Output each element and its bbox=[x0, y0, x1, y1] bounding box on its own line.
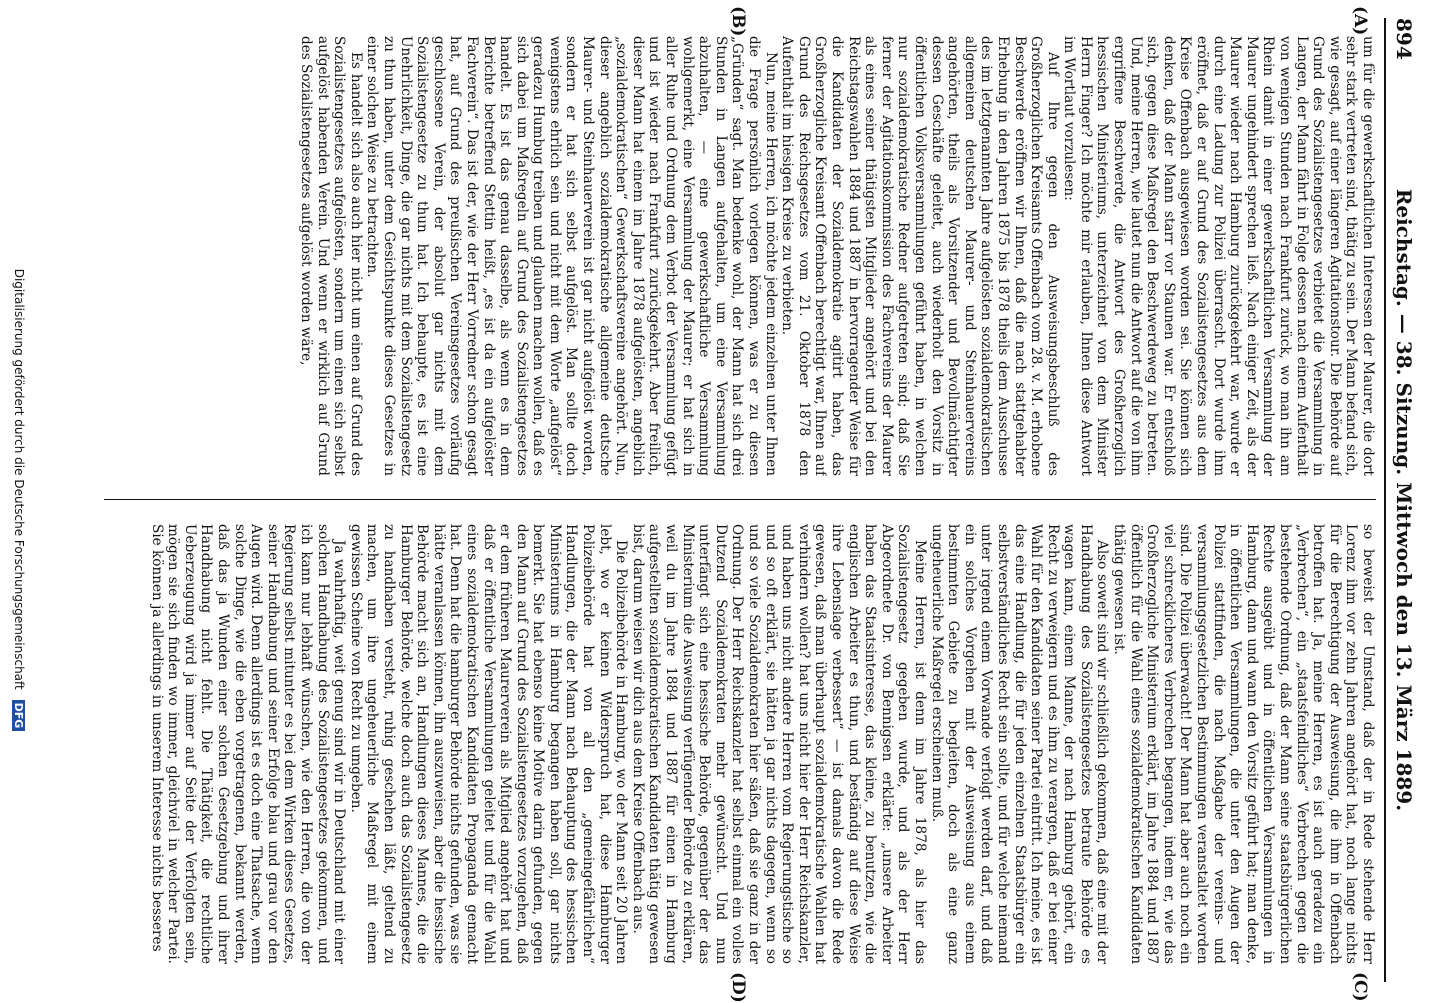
page-header bbox=[1388, 18, 1416, 982]
paragraph: Es handelt sich also auch hier nicht um einen auf Grund des Sozialistengesetzes aufgelösten, sondern um einen sich selbst aufgelöst habenden Verein. Und wenn er wirklich auf Grund des Sozialistengesetzes aufgelöst worden wäre, bbox=[298, 36, 364, 476]
page-number: 894 bbox=[1392, 18, 1416, 60]
page-title: Reichstag. — 38. Sitzung. Mittwoch den 13. März 1889. bbox=[1392, 188, 1416, 812]
margin-marker-a: (A) bbox=[1350, 6, 1370, 36]
paragraph: so beweist der Umstand, daß der in Rede stehende Herr Lorenz ihm vor zehn Jahren angehört hat, noch lange nichts für die Berechtigung der Ausweisung, die ihm in Offenbach betroffen hat. Ja, meine Herren, es ist auch geradezu ein „Verbrechen“, ein „staatsfeindliches“ Verbrechen gegen die bestehende Ordnung, daß der Mann seine staatsbürgerlichen Rechte ausgeübt und in öffentlichen Versammlungen in Hamburg, dann und wann den Vorsitz geführt hat; man denke, in öffentlichen Versammlungen, die unter den Augen der Polizei stattfinden, die nach Maßgabe der vereins- und versammlungsgesetzlichen Bestimmungen veranstaltet worden sind. Die Polizei überwacht! Der Mann hat aber auch noch ein viel schrecklicheres Verbrechen begangen, indem er, wie das Großherzogliche Ministerium erklärt, im Jahre 1884 und 1887 öffentlich für die Wahl eines sozialdemokratischen Kandidaten thätig gewesen ist. bbox=[1111, 524, 1376, 964]
paragraph: Nun, meine Herren, ich möchte jedem einzelnen unter Ihnen die Frage persönlich vorlegen können, was er zu diesen „Gründen“ sagt. Man bedenke wohl, der Mann hat sich drei Stunden in Langen aufgehalten, um eine Versammlung abzuhalten, — eine gewerkschaftliche Versammlung wohlgemerkt, eine Versammlung der Maurer; er hat sich in aller Ruhe und Ordnung dem Verbot der Versammlung gefügt und ist wieder nach Frankfurt zurückgekehrt. Aber freilich, dieser Mann hat einem im Jahre 1878 aufgelösten, angeblich „sozialdemokratischen“ Gewerkschaftsvereine angehört. Nun, dieser angeblich sozialdemokratische allgemeine deutsche Maurer- und Steinhauerverein ist gar nicht aufgelöst worden, sondern er hat sich selbst aufgelöst. Man sollte doch wenigstens ehrlich sein und nicht mit dem Worte „aufgelöst“ geradezu Humbug treiben und glauben machen wollen, daß es sich dabei um Maßregeln auf Grund des Sozialistengesetzes handelt. Es ist das genau dasselbe, als wenn es in dem Berichte betreffend Stettin heißt, „es ist da ein aufgelöster Fachverein“. Das ist der, wie der Herr Vorredner schon gesagt hat, auf Grund des preußischen Vereinsgesetzes vorläufig geschlossene Verein, der absolut gar nichts mit dem Sozialistengesetze zu thun hat. Ich behaupte, es ist eine Unehrlichkeit, Dinge, die gar nichts mit dem Sozialistengesetz zu thun haben, unter dem Gesichtspunkte dieses Gesetzes in einer solchen Weise zu betrachten. bbox=[364, 36, 779, 476]
left-column bbox=[104, 36, 1376, 476]
paragraph: um für die gewerkschaftlichen Interessen der Maurer, die dort sehr stark vertreten sind, thätig zu sein. Der Mann befand sich, wie gesagt, auf einer längeren Agitationstour. Die Behörde auf Grund des Sozialistengesetzes verbietet die Versammlung in Langen, der Mann fährt in Folge dessen nach einem Aufenthalt von wenigen Stunden nach Frankfurt zurück, wo man ihn am Rhein damit in einer gewerkschaftlichen Versammlung der Maurer ungehindert sprechen ließ. Nach einiger Zeit, als der Maurer wieder nach Hamburg zurückgekehrt war, wurde er durch eine Ladung zur Polizei überrascht. Dort wurde ihm eröffnet, daß er auf Grund des Sozialistengesetzes aus dem Kreise Offenbach ausgewiesen worden sei. Sie können sich denken, daß der Mann starr vor Staunen war. Er entschloß sich, gegen diese Maßregel den Beschwerdeweg zu betreten. Und, meine Herren, wie lautet nun die Antwort auf die von ihm ergriffene Beschwerde, die Antwort des Großherzoglich hessischen Ministeriums, unterzeichnet von dem Minister Herrn Finger? Ich möchte mir erlauben, Ihnen diese Antwort im Wortlaut vorzulesen: bbox=[1061, 36, 1376, 476]
footer-text: Digitalisierung gefördert durch die Deutsche Forschungsgemeinschaft bbox=[12, 268, 26, 690]
right-column bbox=[104, 524, 1376, 964]
margin-marker-c: (C) bbox=[1350, 972, 1370, 1002]
header-rule bbox=[1384, 18, 1386, 982]
paragraph: Meine Herren, ist denn im Jahre 1878, als hier das Sozialistengesetz gegeben wurde, und als der Herr Abgeordnete Dr. von Bennigsen erklärte: „unsere Arbeiter haben das Staatsinteresse, das kleine, zu benutzen, wie die englischen Arbeiter es thun, und beständig auf diese Weise ihre Lebenslage verbessert“ — ist damals davon die Rede gewesen, daß man überhaupt sozialdemokratische Wahlen hat verhindern wollen? hat uns nicht hier der Herr Reichskanzler, und haben uns nicht andere Herren vom Regierungstische so und so oft erklärt, sie hätten ja gar nichts dagegen, wenn so und so viele Sozialdemokraten hier säßen, daß sie ganz in der Ordnung. Der Herr Reichskanzler hat selbst einmal ein volles Dutzend Sozialdemokraten mehr gewünscht. Und nun unterfängt sich eine hessische Behörde, gegenüber der das Ministerium die Ausweisung verfügender Behörde zu erklären, weil du im Jahre 1884 und 1887 für einen in Hamburg aufgestellten sozialdemokratischen Kandidaten thätig gewesen bist, darum weisen wir dich aus dem Kreise Offenbach aus. bbox=[629, 524, 928, 964]
dfg-logo: DFG bbox=[12, 700, 25, 732]
margin-marker-b: (B) bbox=[728, 6, 748, 37]
column-divider bbox=[104, 499, 1376, 500]
digitization-footer bbox=[12, 0, 26, 1000]
paragraph: Ja wahrhaftig, weit genug sind wir in Deutschland mit einer solchen Handhabung des Sozialistengesetzes gekommen, und ich kann nur lebhaft wünschen, wie den Herren, die von der Regierung selbst mitunter es bei dem Wirken dieses Gesetzes, seiner Handhabung und seiner Erfolge blau und grau vor den Augen wird. Denn allerdings ist es doch eine Thatsache, wenn solche Dinge, wie die eben vorgetragenen, bekannt werden, daß das ja Wunden einer solchen Gesetzgebung und ihrer Handhabung nicht fehlt. Die Thätigkeit, die rechtliche Ueberzeugung wird ja immer auf Seite der Verfolgten sein, mögen sie sich finden wo immer, gleichviel in welcher Partei. Sie können ja allerdings in unserem Interesse nichts besseres bbox=[148, 524, 348, 964]
paragraph: Auf Ihre gegen den Ausweisungsbeschluß des Großherzoglichen Kreisamts Offenbach vom 28. v. M. erhobene Beschwerde eröffnen wir Ihnen, daß die nach stattgehabter Erhebung in den Jahren 1875 bis 1878 theils dem Ausschusse des im letztgenannten Jahre aufgelösten sozialdemokratischen allgemeinen deutschen Maurer- und Steinhauervereins angehörten, theils als Vorsitzender und Bevollmächtigter dessen Geschäfte geleitet, auch wiederholt den Vorsitz in öffentlichen Volksversammlungen geführt haben, in welchen nur sozialdemokratische Redner aufgetreten sind; daß Sie ferner der Agitationskommission des Fachvereins der Maurer als eines seiner thätigsten Mitglieder angehört und bei den Reichstagswahlen 1884 und 1887 in hervorragender Weise für die Kandidaten der Sozialdemokratie agitirt haben, das Großherzogliche Kreisamt Offenbach berechtigt war, Ihnen auf Grund des Reichsgesetzes vom 21. Oktober 1878 den Aufenthalt im hiesigen Kreise zu verbieten. bbox=[779, 36, 1061, 476]
margin-marker-d: (D) bbox=[728, 972, 748, 1003]
paragraph: Die Polizeibehörde in Hamburg, wo der Mann seit 20 Jahren lebt, wo er keinen Widerspruch hat, diese Hamburger Polizeibehörde hat von all den „gemeingefährlichen“ Handlungen, die der Mann nach Behauptung des hessischen Ministeriums in Hamburg begangen haben soll, gar nichts bemerkt. Sie hat ebenso keine Motive darin gefunden, gegen den Mann auf Grund des Sozialistengesetzes vorzugehen, daß er dem früheren Maurerverein als Mitglied angehört hat und daß er öffentliche Versammlungen geleitet und für die Wahl eines sozialdemokratischen Kandidaten Propaganda gemacht hat. Denn hat die hamburger Behörde nichts gefunden, was sie hätte veranlassen können, ihn auszuweisen, aber die hessische Behörde macht sich an, Handlungen dieses Mannes, die die Hamburger Behörde, welche doch auch das Sozialistengesetz zu handhaben versteht, ruhig geschehen läßt, geltend zu machen, um ihre ungeheuerliche Maßregel mit einem gewissen Scheine von Recht zu umgeben. bbox=[347, 524, 630, 964]
paragraph: Also soweit sind wir schließlich gekommen, daß eine mit der Handhabung des Sozialistengesetzes betraute Behörde es wagen kann, einem Manne, der nach Hamburg gehört, ein Recht zu verweigern und es ihm zu verargen, daß er bei einer Wahl für den Kandidaten seiner Partei eintritt. Ich meine, es ist das eine Handlung, die für jeden einzelnen Staatsbürger ein selbstverständliches Recht sein sollte, und für welche niemand unter irgend einem Vorwande verfolgt werden darf, und daß ein solches Vorgehen mit der Ausweisung aus einem bestimmten Gebiete zu begleiten, doch als eine ganz ungeheuerliche Maßregel erscheinen muß. bbox=[928, 524, 1111, 964]
